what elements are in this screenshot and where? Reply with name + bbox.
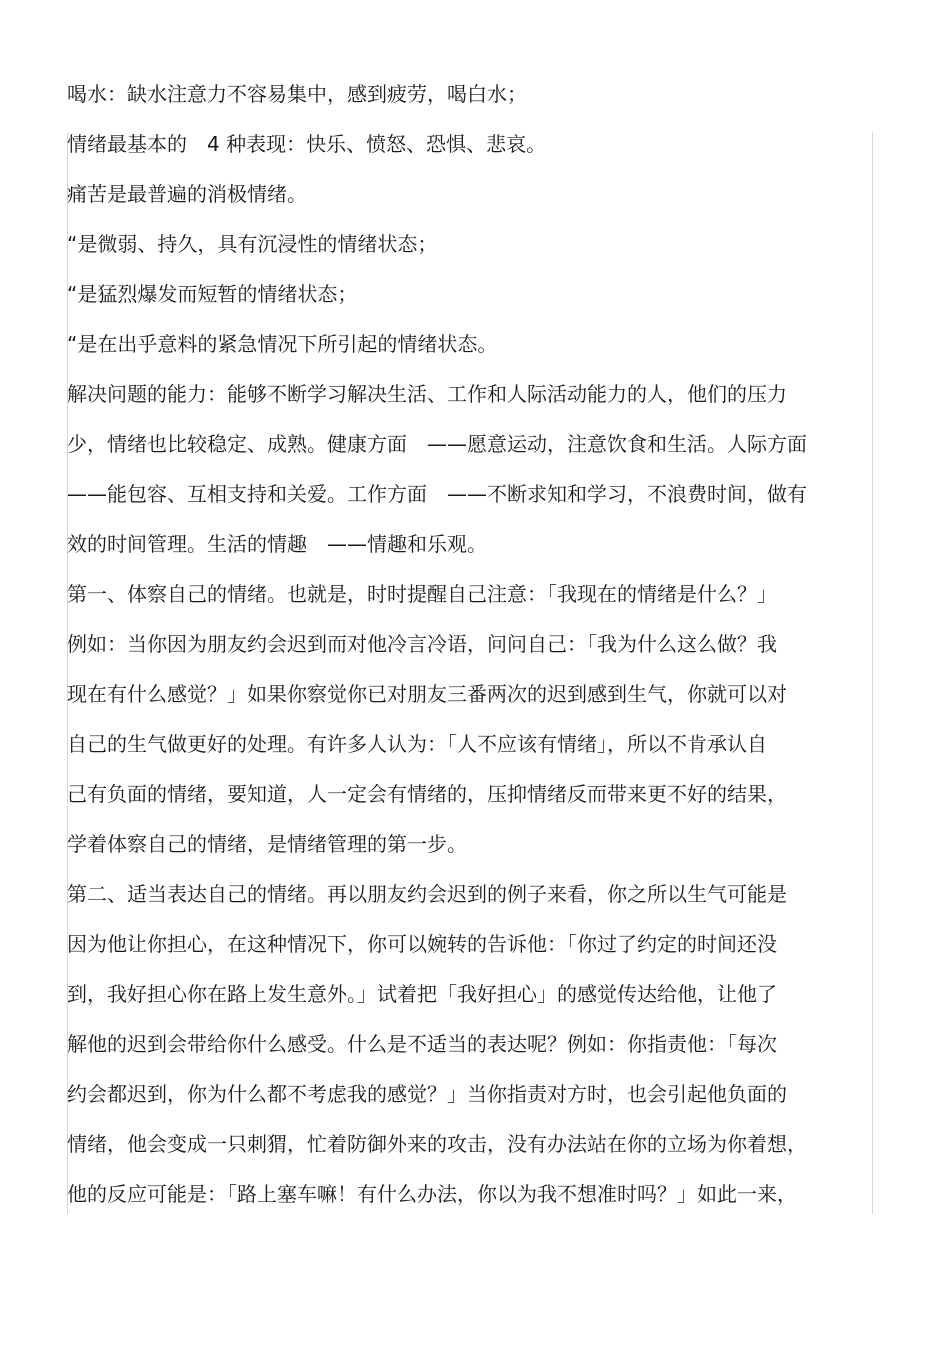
text-line: 情绪最基本的 4 种表现：快乐、愤怒、恐惧、悲哀。 xyxy=(67,132,547,156)
text-line: 解决问题的能力：能够不断学习解决生活、工作和人际活动能力的人，他们的压力 xyxy=(67,382,787,406)
text-line: ——能包容、互相支持和关爱。工作方面 ——不断求知和学习，不浪费时间，做有 xyxy=(67,482,807,506)
text-line: 学着体察自己的情绪，是情绪管理的第一步。 xyxy=(67,832,467,856)
text-line: 到，我好担心你在路上发生意外。」试着把「我好担心」的感觉传达给他，让他了 xyxy=(67,982,777,1006)
text-line: 例如：当你因为朋友约会迟到而对他冷言冷语，问问自己：「我为什么这么做？我 xyxy=(67,632,777,656)
text-line: 解他的迟到会带给你什么感受。什么是不适当的表达呢？例如：你指责他：「每次 xyxy=(67,1032,777,1056)
text-line: 情绪，他会变成一只刺猬，忙着防御外来的攻击，没有办法站在你的立场为你着想， xyxy=(67,1132,807,1156)
text-line: 第二、适当表达自己的情绪。再以朋友约会迟到的例子来看，你之所以生气可能是 xyxy=(67,882,787,906)
text-line: “是微弱、持久，具有沉浸性的情绪状态； xyxy=(67,232,438,256)
text-line: “是在出乎意料的紧急情况下所引起的情绪状态。 xyxy=(67,332,498,356)
text-line: 他的反应可能是：「路上塞车嘛！有什么办法，你以为我不想准时吗？」如此一来， xyxy=(67,1182,797,1206)
text-line: 己有负面的情绪，要知道，人一定会有情绪的，压抑情绪反而带来更不好的结果， xyxy=(67,782,787,806)
text-line: 喝水：缺水注意力不容易集中，感到疲劳，喝白水； xyxy=(67,82,527,106)
text-line: 少，情绪也比较稳定、成熟。健康方面 ——愿意运动，注意饮食和生活。人际方面 xyxy=(67,432,807,456)
text-line: 效的时间管理。生活的情趣 ——情趣和乐观。 xyxy=(67,532,487,556)
document-body xyxy=(67,76,867,1226)
text-line: 约会都迟到，你为什么都不考虑我的感觉？」当你指责对方时，也会引起他负面的 xyxy=(67,1082,787,1106)
text-line: 因为他让你担心，在这种情况下，你可以婉转的告诉他：「你过了约定的时间还没 xyxy=(67,932,777,956)
text-line: 现在有什么感觉？」如果你察觉你已对朋友三番两次的迟到感到生气，你就可以对 xyxy=(67,682,787,706)
text-line: “是猛烈爆发而短暂的情绪状态； xyxy=(67,282,358,306)
text-line: 痛苦是最普遍的消极情绪。 xyxy=(67,182,307,206)
text-line: 自己的生气做更好的处理。有许多人认为：「人不应该有情绪」，所以不肯承认自 xyxy=(67,732,767,756)
text-line: 第一、体察自己的情绪。也就是，时时提醒自己注意：「我现在的情绪是什么？」 xyxy=(67,582,777,606)
